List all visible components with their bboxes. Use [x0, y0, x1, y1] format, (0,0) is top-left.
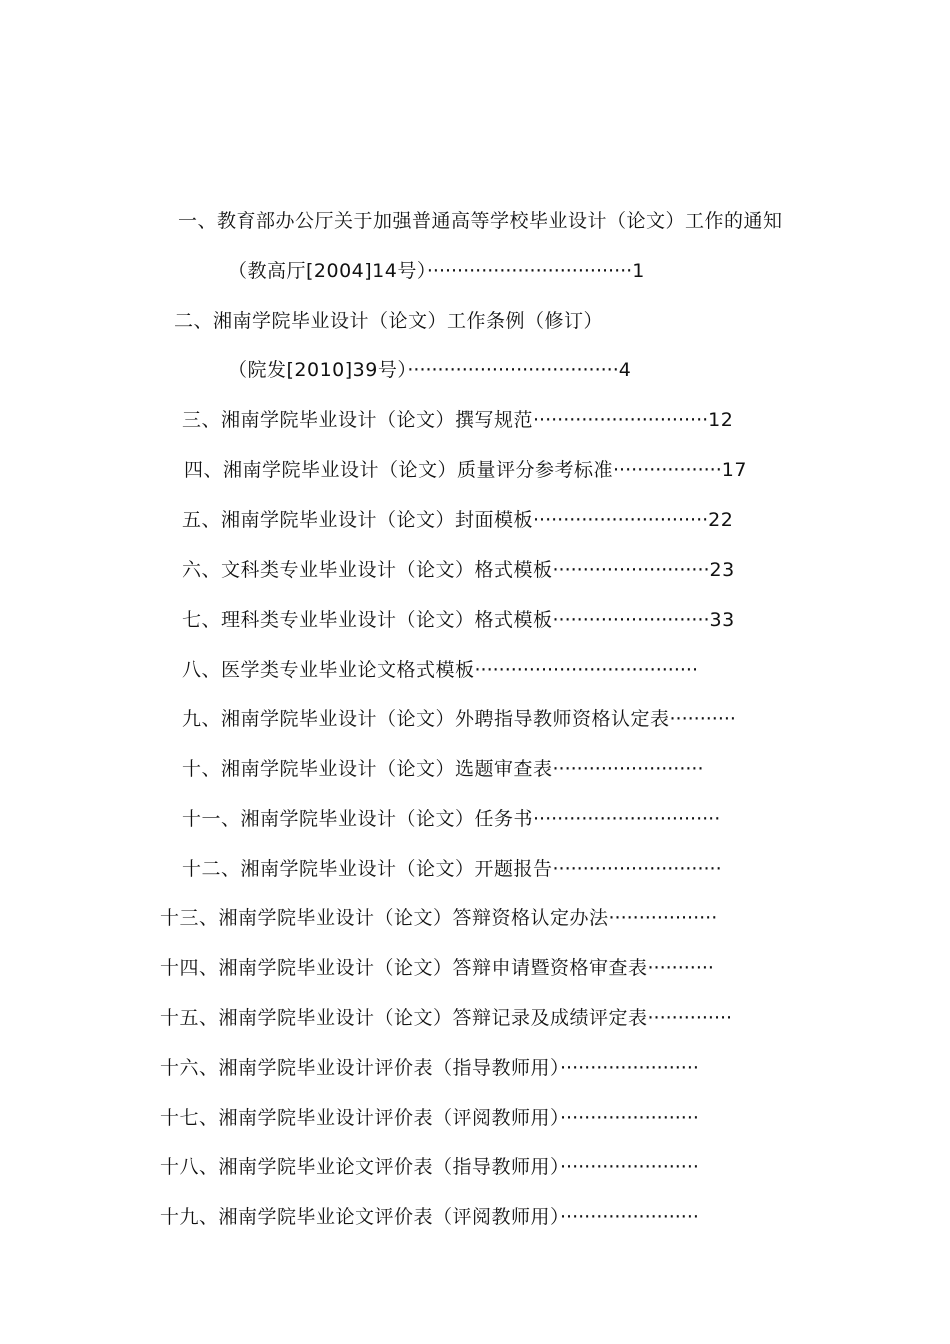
toc-leader-dots: ······················· — [560, 1156, 699, 1178]
toc-page-number: 22 — [708, 509, 734, 531]
toc-entry[interactable] — [160, 1105, 699, 1131]
toc-entry-title: 十、湘南学院毕业设计（论文）选题审查表 — [182, 758, 553, 780]
toc-entry[interactable] — [182, 657, 698, 683]
toc-entry-title: （院发[2010]39号） — [228, 359, 408, 381]
toc-leader-dots: ····························· — [533, 509, 709, 531]
toc-entry-title: 八、医学类专业毕业论文格式模板 — [182, 659, 475, 681]
toc-leader-dots: ···························· — [552, 858, 722, 880]
toc-entry-title: 三、湘南学院毕业设计（论文）撰写规范 — [182, 409, 534, 431]
toc-page-number: 1 — [632, 260, 645, 282]
toc-entry[interactable] — [182, 507, 733, 533]
toc-entry-title: 十八、湘南学院毕业论文评价表（指导教师用） — [160, 1156, 561, 1178]
toc-entry-title: 十一、湘南学院毕业设计（论文）任务书 — [182, 808, 534, 830]
toc-entry[interactable] — [174, 308, 603, 334]
toc-entry[interactable] — [182, 806, 720, 832]
toc-leader-dots: ····································· — [474, 659, 698, 681]
toc-leader-dots: ······················· — [560, 1206, 699, 1228]
toc-page-number: 12 — [708, 409, 734, 431]
toc-entry[interactable] — [182, 856, 722, 882]
toc-leader-dots: ·························· — [552, 609, 710, 631]
toc-entry[interactable] — [182, 607, 735, 633]
toc-entry-title: 十四、湘南学院毕业设计（论文）答辩申请暨资格审查表 — [160, 957, 648, 979]
toc-leader-dots: ·················· — [608, 907, 718, 929]
toc-leader-dots: ······················· — [560, 1107, 699, 1129]
toc-entry[interactable] — [182, 407, 733, 433]
toc-entry-title: 十五、湘南学院毕业设计（论文）答辩记录及成绩评定表 — [160, 1007, 648, 1029]
toc-entry[interactable] — [178, 208, 783, 234]
toc-entry[interactable] — [160, 1005, 732, 1031]
toc-leader-dots: ························· — [552, 758, 704, 780]
toc-entry-title: 十二、湘南学院毕业设计（论文）开题报告 — [182, 858, 553, 880]
toc-entry-title: 一、教育部办公厅关于加强普通高等学校毕业设计（论文）工作的通知 — [178, 210, 783, 232]
toc-entry-title: 十三、湘南学院毕业设计（论文）答辩资格认定办法 — [160, 907, 609, 929]
toc-page-number: 23 — [709, 559, 735, 581]
toc-entry[interactable] — [160, 905, 717, 931]
toc-entry-title: 七、理科类专业毕业设计（论文）格式模板 — [182, 609, 553, 631]
toc-entry-title: 十六、湘南学院毕业设计评价表（指导教师用） — [160, 1057, 561, 1079]
toc-leader-dots: ····························· — [533, 409, 709, 431]
toc-entry[interactable] — [160, 955, 714, 981]
toc-entry-title: 十九、湘南学院毕业论文评价表（评阅教师用） — [160, 1206, 561, 1228]
toc-leader-dots: ··································· — [407, 359, 619, 381]
toc-entry-title: 四、湘南学院毕业设计（论文）质量评分参考标准 — [184, 459, 614, 481]
toc-entry-title: 六、文科类专业毕业设计（论文）格式模板 — [182, 559, 553, 581]
toc-page-number: 4 — [618, 359, 632, 381]
toc-entry-title: 五、湘南学院毕业设计（论文）封面模板 — [182, 509, 534, 531]
toc-page-number: 17 — [721, 459, 747, 481]
toc-leader-dots: ······················· — [560, 1057, 699, 1079]
toc-entry[interactable] — [160, 1204, 699, 1230]
toc-entry[interactable] — [228, 357, 631, 383]
toc-entry-title: 二、湘南学院毕业设计（论文）工作条例（修订） — [174, 310, 604, 332]
toc-entry[interactable] — [182, 557, 735, 583]
toc-page-number: 33 — [709, 609, 735, 631]
toc-entry-title: 九、湘南学院毕业设计（论文）外聘指导教师资格认定表 — [182, 708, 670, 730]
toc-leader-dots: ·································· — [426, 260, 633, 282]
toc-entry-title: （教高厅[2004]14号） — [228, 260, 427, 282]
toc-entry-title: 十七、湘南学院毕业设计评价表（评阅教师用） — [160, 1107, 561, 1129]
toc-entry[interactable] — [160, 1055, 699, 1081]
toc-leader-dots: ······························· — [533, 808, 721, 830]
toc-entry[interactable] — [228, 258, 645, 284]
toc-leader-dots: ·························· — [552, 559, 710, 581]
toc-leader-dots: ·············· — [647, 1007, 733, 1029]
toc-leader-dots: ··········· — [669, 708, 736, 730]
toc-leader-dots: ·················· — [613, 459, 722, 481]
toc-entry[interactable] — [182, 706, 736, 732]
toc-entry[interactable] — [184, 457, 747, 483]
toc-leader-dots: ··········· — [647, 957, 714, 979]
toc-entry[interactable] — [160, 1154, 699, 1180]
toc-entry[interactable] — [182, 756, 704, 782]
